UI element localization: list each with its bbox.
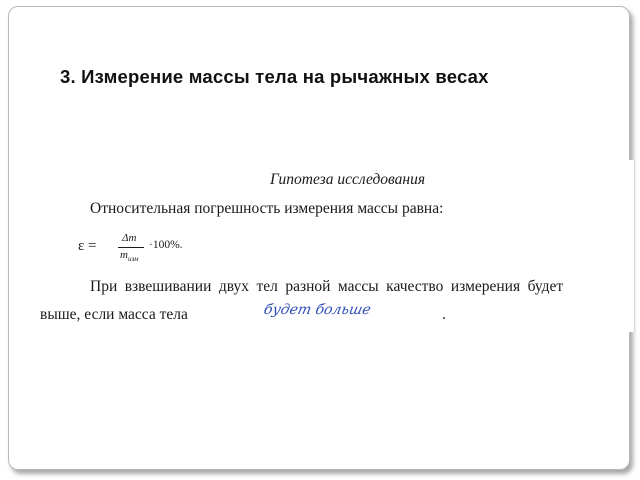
question-text-line-2: выше, если масса тела	[40, 306, 188, 323]
hypothesis-heading: Гипотеза исследования	[270, 171, 426, 188]
error-definition-text: Относительная погрешность измерения массы равна:	[90, 200, 444, 217]
formula-factor: ·100%.	[149, 239, 183, 251]
scanned-document	[40, 160, 635, 332]
sentence-end-period: .	[442, 306, 446, 323]
question-text-line-1: При взвешивании двух тел разной массы качество измерения будет	[90, 278, 564, 295]
formula-denominator-base: m	[120, 249, 128, 261]
relative-error-formula	[78, 232, 278, 272]
handwritten-answer: будет больше	[262, 302, 373, 318]
slide-title: 3. Измерение массы тела на рычажных весах	[60, 66, 489, 87]
fraction-bar	[118, 247, 144, 248]
formula-lhs: ε =	[78, 238, 97, 254]
formula-denominator	[120, 249, 138, 263]
formula-denominator-sub: изм	[127, 255, 139, 264]
formula-numerator: Δm	[122, 232, 137, 244]
